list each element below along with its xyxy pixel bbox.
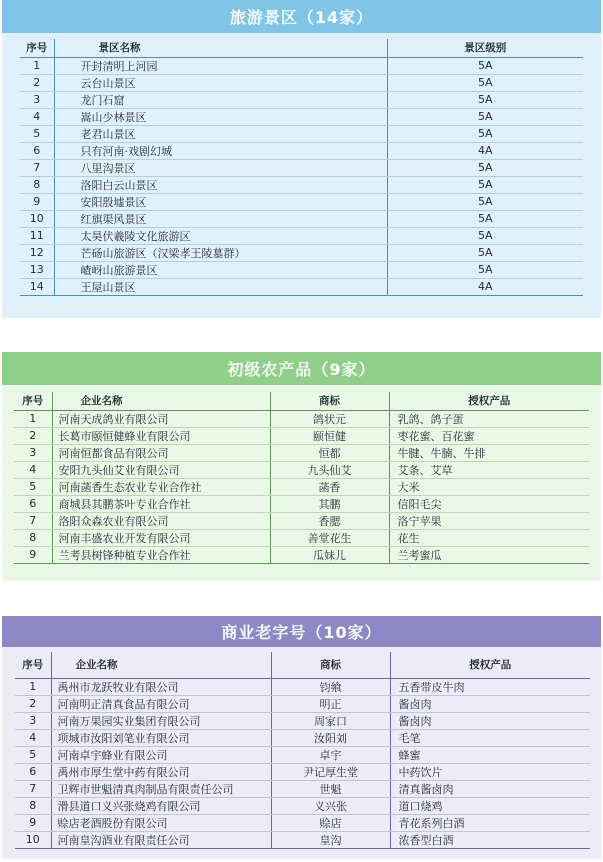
cell-level: 5A <box>387 210 583 227</box>
scenic-banner <box>2 0 601 33</box>
table-row <box>15 712 590 729</box>
cell-brand: 香腮 <box>270 512 389 529</box>
col-header-no: 序号 <box>20 39 54 57</box>
table-row <box>20 91 583 108</box>
cell-name: 嵖岈山旅游景区 <box>54 261 387 278</box>
table-row <box>20 125 583 142</box>
cell-brand: 恒都 <box>270 444 389 461</box>
cell-product: 枣花蜜、百花蜜 <box>389 427 589 444</box>
cell-no: 9 <box>15 814 51 831</box>
cell-brand: 菡香 <box>270 478 389 495</box>
cell-name: 只有河南·戏剧幻城 <box>54 142 387 159</box>
cell-brand: 尹记厚生堂 <box>271 763 390 780</box>
cell-brand: 皇沟 <box>271 831 390 848</box>
cell-level: 4A <box>387 142 583 159</box>
cell-no: 2 <box>20 74 54 91</box>
scenic-body <box>2 33 601 318</box>
col-header-company: 企业名称 <box>51 652 271 678</box>
cell-brand: 世魁 <box>271 780 390 797</box>
cell-name: 开封清明上河园 <box>54 57 387 74</box>
table-row <box>15 780 590 797</box>
table-row <box>14 512 589 529</box>
cell-no: 1 <box>15 678 51 695</box>
cell-no: 12 <box>20 244 54 261</box>
cell-product: 大米 <box>389 478 589 495</box>
cell-company: 安阳九头仙艾业有限公司 <box>52 461 270 478</box>
cell-no: 3 <box>14 444 52 461</box>
cell-brand: 善堂花生 <box>270 529 389 546</box>
col-header-product: 授权产品 <box>390 652 590 678</box>
cell-company: 项城市汝阳刘笔业有限公司 <box>51 729 271 746</box>
cell-level: 5A <box>387 91 583 108</box>
cell-company: 卫辉市世魁清真肉制品有限责任公司 <box>51 780 271 797</box>
agri-title: 初级农产品（9家） <box>227 360 376 379</box>
scenic-table <box>20 39 583 296</box>
cell-product: 牛腱、牛腩、牛排 <box>389 444 589 461</box>
cell-product: 浓香型白酒 <box>390 831 590 848</box>
cell-product: 清真酱卤肉 <box>390 780 590 797</box>
oldbrand-title: 商业老字号（10家） <box>221 623 382 642</box>
cell-product: 五香带皮牛肉 <box>390 678 590 695</box>
cell-no: 1 <box>14 410 52 427</box>
cell-no: 8 <box>15 797 51 814</box>
table-row <box>15 763 590 780</box>
cell-level: 5A <box>387 261 583 278</box>
scenic-panel <box>2 0 601 318</box>
cell-company: 禹州市龙跃牧业有限公司 <box>51 678 271 695</box>
cell-company: 河南卓宇蜂业有限公司 <box>51 746 271 763</box>
cell-no: 7 <box>15 780 51 797</box>
cell-no: 8 <box>20 176 54 193</box>
cell-level: 5A <box>387 125 583 142</box>
cell-brand: 颐恒健 <box>270 427 389 444</box>
cell-level: 4A <box>387 278 583 295</box>
cell-company: 兰考县树锋种植专业合作社 <box>52 546 270 563</box>
table-row <box>20 57 583 74</box>
agri-rows <box>14 410 589 563</box>
cell-company: 河南万果园实业集团有限公司 <box>51 712 271 729</box>
oldbrand-body <box>2 647 601 859</box>
cell-company: 河南丰盛农业开发有限公司 <box>52 529 270 546</box>
cell-no: 5 <box>15 746 51 763</box>
col-header-brand: 商标 <box>270 392 389 410</box>
table-row <box>20 227 583 244</box>
table-row <box>15 678 590 695</box>
cell-company: 河南皇沟酒业有限责任公司 <box>51 831 271 848</box>
cell-no: 7 <box>14 512 52 529</box>
cell-no: 6 <box>20 142 54 159</box>
cell-no: 9 <box>20 193 54 210</box>
cell-name: 红旗渠风景区 <box>54 210 387 227</box>
table-row <box>14 444 589 461</box>
cell-brand: 鸽状元 <box>270 410 389 427</box>
col-header-no: 序号 <box>15 652 51 678</box>
table-row <box>14 478 589 495</box>
oldbrand-banner <box>2 616 601 647</box>
cell-product: 洛宁苹果 <box>389 512 589 529</box>
table-row <box>15 729 590 746</box>
cell-name: 老君山景区 <box>54 125 387 142</box>
table-row <box>14 427 589 444</box>
cell-brand: 赊店 <box>271 814 390 831</box>
table-row <box>20 142 583 159</box>
cell-name: 龙门石窟 <box>54 91 387 108</box>
cell-product: 毛笔 <box>390 729 590 746</box>
col-header-company: 企业名称 <box>52 392 270 410</box>
cell-brand: 钧飨 <box>271 678 390 695</box>
col-header-name: 景区名称 <box>54 39 387 57</box>
cell-brand: 卓宇 <box>271 746 390 763</box>
oldbrand-rows <box>15 678 590 848</box>
table-row <box>15 814 590 831</box>
table-row <box>20 74 583 91</box>
cell-no: 6 <box>14 495 52 512</box>
cell-product: 信阳毛尖 <box>389 495 589 512</box>
cell-product: 酱卤肉 <box>390 712 590 729</box>
cell-brand: 九头仙艾 <box>270 461 389 478</box>
table-row <box>20 193 583 210</box>
cell-name: 洛阳白云山景区 <box>54 176 387 193</box>
oldbrand-panel <box>2 616 601 859</box>
table-row <box>15 797 590 814</box>
cell-company: 商城县其鹏茶叶专业合作社 <box>52 495 270 512</box>
col-header-no: 序号 <box>14 392 52 410</box>
cell-level: 5A <box>387 57 583 74</box>
agri-banner <box>2 352 601 385</box>
cell-name: 太昊伏羲陵文化旅游区 <box>54 227 387 244</box>
table-header-row <box>15 652 590 678</box>
col-header-level: 景区级别 <box>387 39 583 57</box>
cell-brand: 义兴张 <box>271 797 390 814</box>
cell-product: 花生 <box>389 529 589 546</box>
agri-panel <box>2 352 601 581</box>
cell-product: 乳鸽、鸽子蛋 <box>389 410 589 427</box>
cell-level: 5A <box>387 108 583 125</box>
cell-no: 5 <box>14 478 52 495</box>
cell-no: 6 <box>15 763 51 780</box>
agri-body <box>2 385 601 581</box>
table-row <box>14 410 589 427</box>
col-header-product: 授权产品 <box>389 392 589 410</box>
table-row <box>15 695 590 712</box>
cell-no: 4 <box>20 108 54 125</box>
cell-no: 8 <box>14 529 52 546</box>
cell-company: 河南菡香生态农业专业合作社 <box>52 478 270 495</box>
cell-name: 王屋山景区 <box>54 278 387 295</box>
oldbrand-table <box>15 652 590 849</box>
cell-no: 4 <box>15 729 51 746</box>
cell-no: 9 <box>14 546 52 563</box>
cell-no: 5 <box>20 125 54 142</box>
cell-no: 2 <box>14 427 52 444</box>
table-row <box>20 210 583 227</box>
cell-no: 1 <box>20 57 54 74</box>
cell-product: 青花系列白酒 <box>390 814 590 831</box>
cell-company: 赊店老酒股份有限公司 <box>51 814 271 831</box>
col-header-brand: 商标 <box>271 652 390 678</box>
cell-level: 5A <box>387 74 583 91</box>
cell-no: 4 <box>14 461 52 478</box>
cell-product: 艾条、艾草 <box>389 461 589 478</box>
cell-product: 中药饮片 <box>390 763 590 780</box>
cell-company: 洛阳众森农业有限公司 <box>52 512 270 529</box>
cell-brand: 明正 <box>271 695 390 712</box>
table-row <box>20 108 583 125</box>
scenic-rows <box>20 57 583 295</box>
table-row <box>20 176 583 193</box>
cell-product: 兰考蜜瓜 <box>389 546 589 563</box>
cell-product: 酱卤肉 <box>390 695 590 712</box>
cell-company: 长葛市颐恒健蜂业有限公司 <box>52 427 270 444</box>
cell-name: 嵩山少林景区 <box>54 108 387 125</box>
cell-brand: 瓜妹儿 <box>270 546 389 563</box>
table-header-row <box>20 39 583 57</box>
cell-level: 5A <box>387 176 583 193</box>
cell-no: 2 <box>15 695 51 712</box>
cell-company: 河南天成鸽业有限公司 <box>52 410 270 427</box>
table-header-row <box>14 392 589 410</box>
cell-product: 道口烧鸡 <box>390 797 590 814</box>
cell-name: 安阳殷墟景区 <box>54 193 387 210</box>
cell-no: 13 <box>20 261 54 278</box>
cell-brand: 其鹏 <box>270 495 389 512</box>
cell-no: 10 <box>20 210 54 227</box>
table-row <box>20 278 583 295</box>
cell-brand: 汝阳刘 <box>271 729 390 746</box>
cell-company: 禹州市厚生堂中药有限公司 <box>51 763 271 780</box>
table-row <box>20 159 583 176</box>
cell-company: 河南明正清真食品有限公司 <box>51 695 271 712</box>
cell-level: 5A <box>387 159 583 176</box>
table-row <box>15 746 590 763</box>
cell-no: 10 <box>15 831 51 848</box>
cell-product: 蜂蜜 <box>390 746 590 763</box>
table-row <box>20 244 583 261</box>
cell-name: 云台山景区 <box>54 74 387 91</box>
table-row <box>14 495 589 512</box>
cell-no: 7 <box>20 159 54 176</box>
cell-no: 3 <box>15 712 51 729</box>
cell-name: 芒砀山旅游区（汉梁孝王陵墓群） <box>54 244 387 261</box>
agri-table <box>14 392 589 564</box>
cell-level: 5A <box>387 193 583 210</box>
cell-company: 滑县道口义兴张烧鸡有限公司 <box>51 797 271 814</box>
table-row <box>15 831 590 848</box>
cell-brand: 周家口 <box>271 712 390 729</box>
scenic-title: 旅游景区（14家） <box>229 8 374 27</box>
table-row <box>14 461 589 478</box>
table-row <box>14 529 589 546</box>
cell-no: 3 <box>20 91 54 108</box>
cell-company: 河南恒都食品有限公司 <box>52 444 270 461</box>
cell-no: 11 <box>20 227 54 244</box>
table-row <box>20 261 583 278</box>
table-row <box>14 546 589 563</box>
cell-name: 八里沟景区 <box>54 159 387 176</box>
cell-level: 5A <box>387 227 583 244</box>
cell-level: 5A <box>387 244 583 261</box>
cell-no: 14 <box>20 278 54 295</box>
